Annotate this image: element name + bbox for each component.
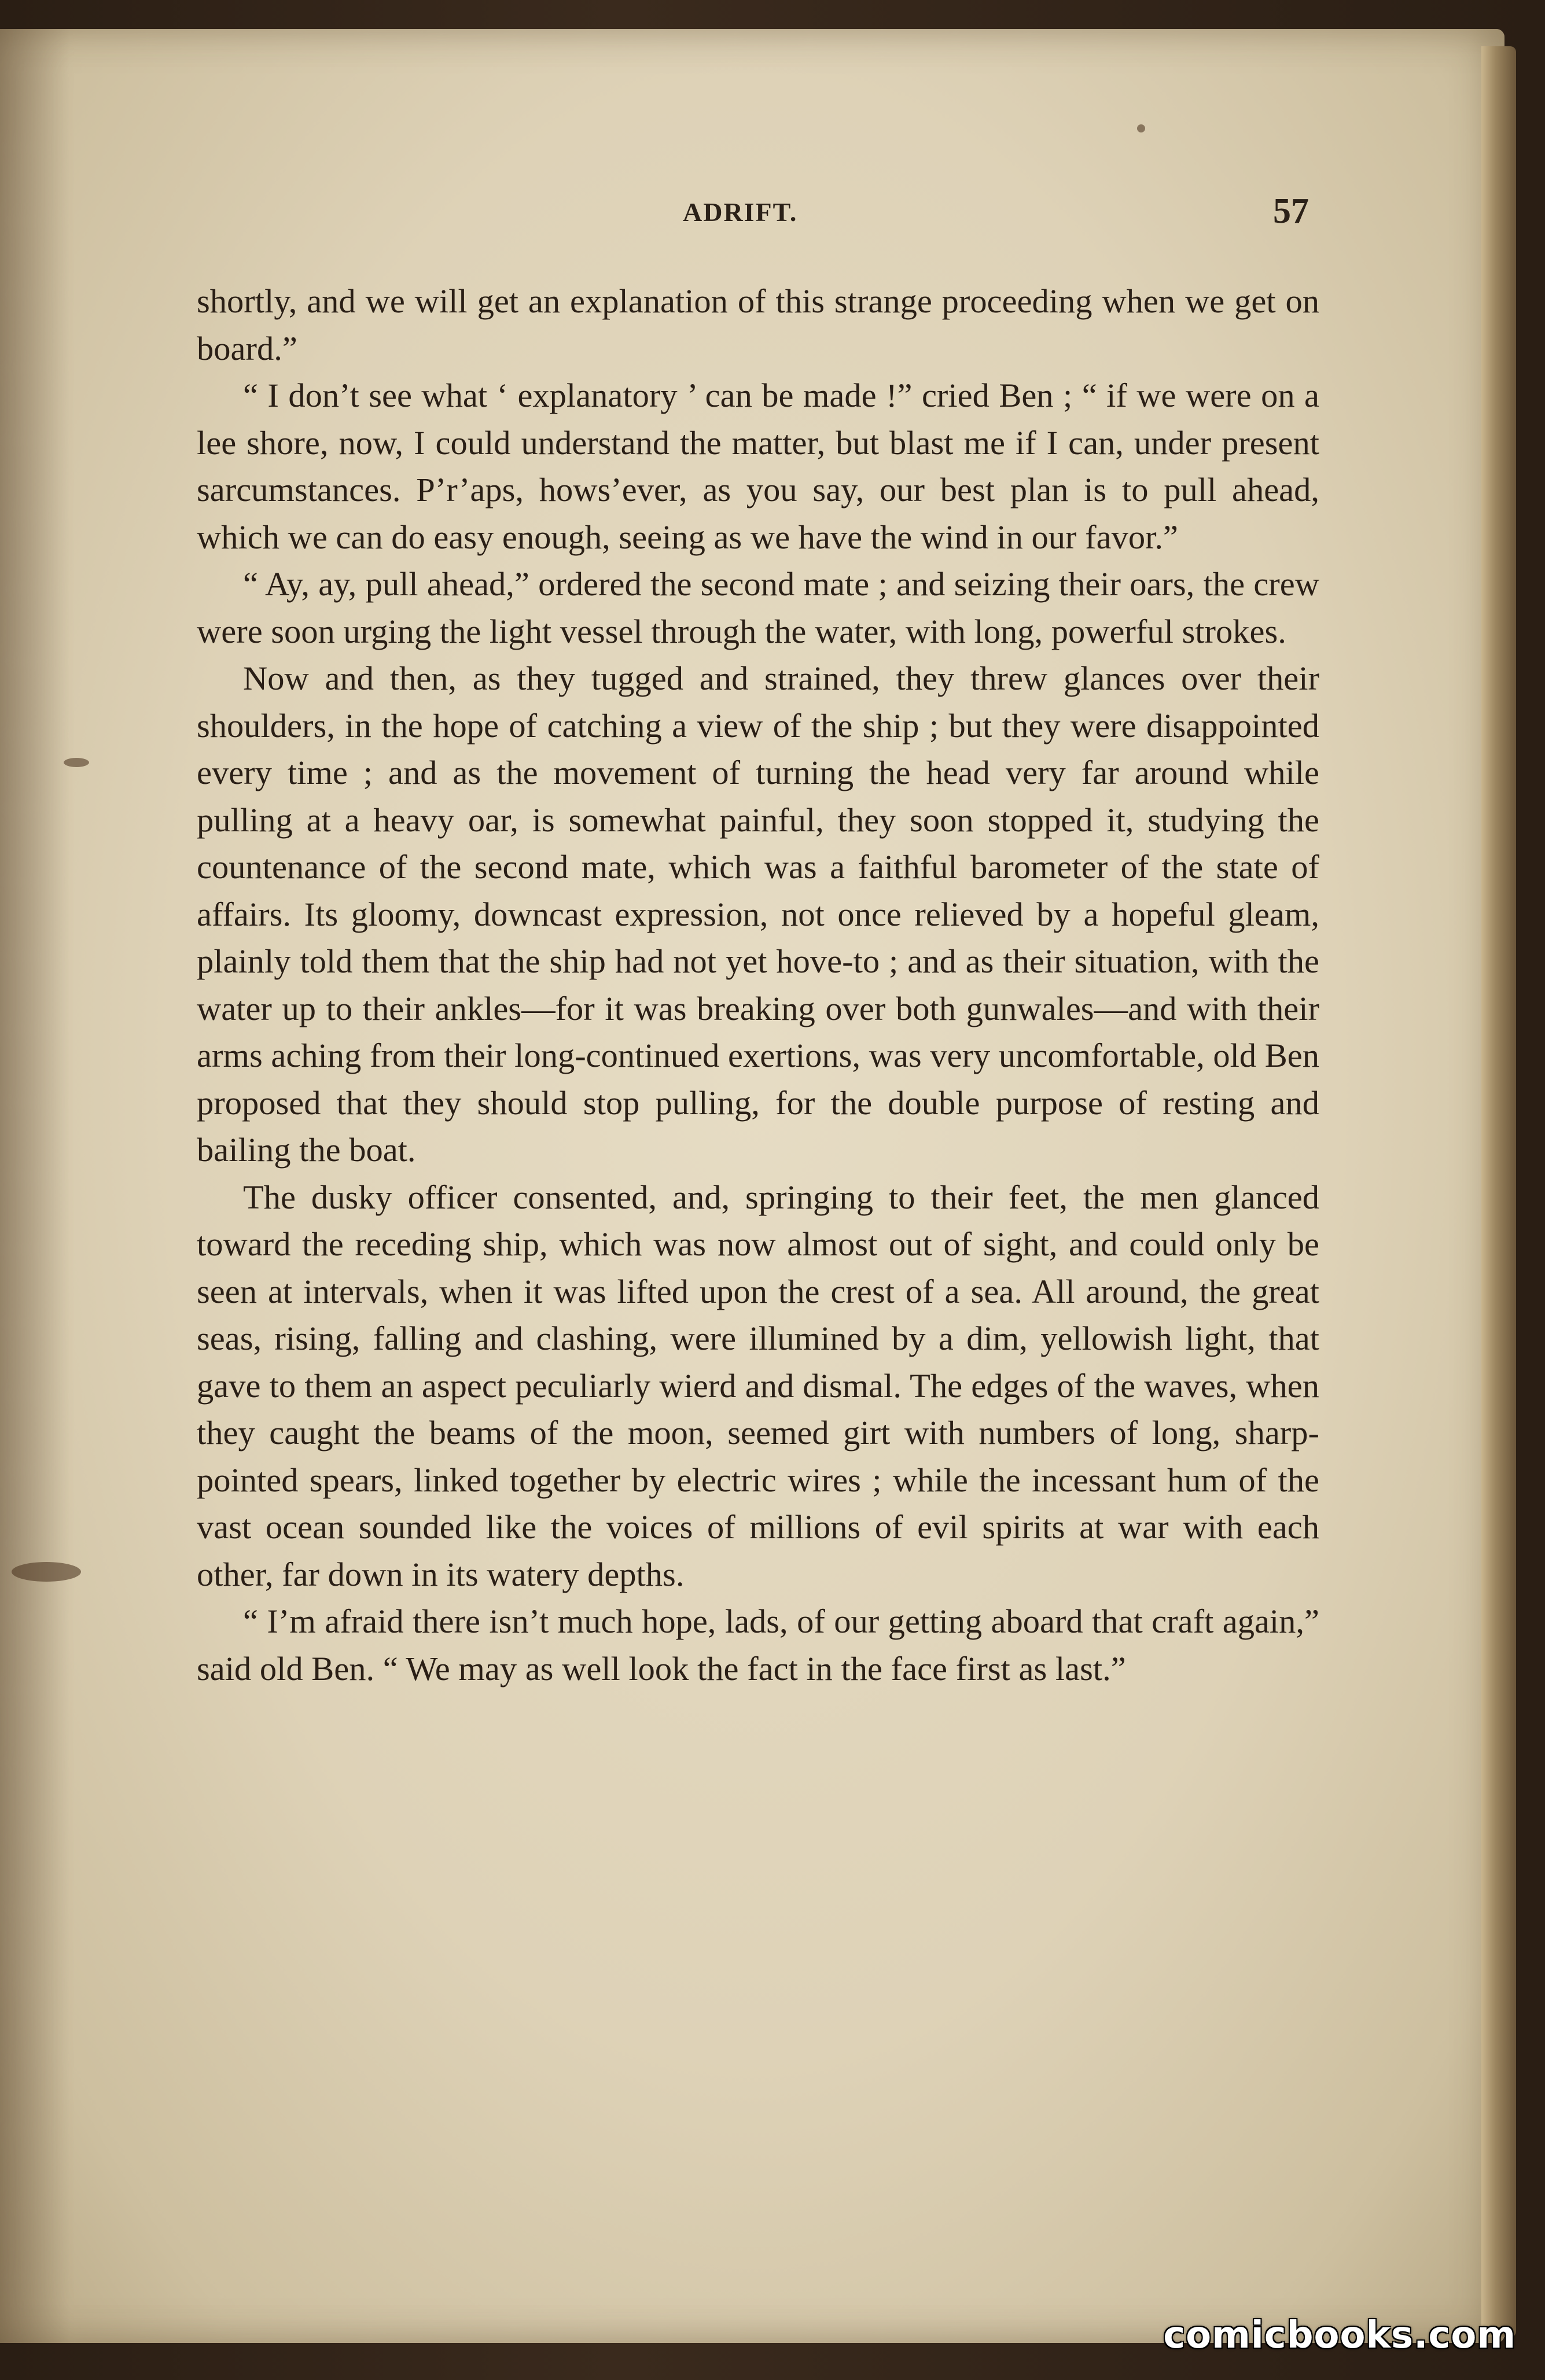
ink-smudge bbox=[64, 758, 89, 767]
paragraph: “ Ay, ay, pull ahead,” ordered the second mate ; and seizing their oars, the crew were soon urging the light vessel through the water, with long, powerful strokes. bbox=[197, 565, 1319, 650]
paragraph: “ I’m afraid there isn’t much hope, lads, of our getting aboard that craft again,” said old Ben. “ We may as well look the fact in the face first as last.” bbox=[197, 1602, 1319, 1688]
site-watermark: comicbooks.com bbox=[1163, 2314, 1516, 2357]
paragraph: The dusky officer consented, and, springing to their feet, the men glanced toward the receding ship, which was now almost out of sight, and could only be seen at intervals, when it was lifted upon the crest of a sea. All around, the great seas, rising, falling and clashing, were illumined by a dim, yellowish light, that gave to them an aspect peculiarly wierd and dismal. The edges of the waves, when they caught the beams of the moon, seemed girt with numbers of long, sharp-pointed spears, linked together by electric wires ; while the incessant hum of the vast ocean sounded like the voices of millions of evil spirits at war with each other, far down in its watery depths. bbox=[197, 1178, 1319, 1593]
ink-smudge bbox=[1137, 124, 1145, 132]
page-number: 57 bbox=[1273, 191, 1309, 231]
running-head bbox=[0, 191, 1504, 237]
paragraph: “ I don’t see what ‘ explanatory ’ can be made !” cried Ben ; “ if we were on a lee shore, now, I could understand the matter, but blast me if I can, under present sarcumstances. P’r’aps, hows’ever, as you say, our best plan is to pull ahead, which we can do easy enough, seeing as we have the wind in our favor.” bbox=[197, 377, 1319, 556]
paragraph: shortly, and we will get an explanation of this strange proceeding when we get on board.” bbox=[197, 282, 1319, 367]
page-edge bbox=[1481, 46, 1516, 2337]
body-text bbox=[197, 278, 1319, 1692]
chapter-title: ADRIFT. bbox=[683, 197, 798, 227]
paragraph: Now and then, as they tugged and strained, they threw glances over their shoulders, in the hope of catching a view of the ship ; but they were disappointed every time ; and as the movement of turning the head very far around while pulling at a heavy oar, is somewhat painful, they soon stopped it, studying the countenance of the second mate, which was a faithful barometer of the state of affairs. Its gloomy, downcast expression, not once relieved by a hopeful gleam, plainly told them that the ship had not yet hove-to ; and as their situation, with the water up to their ankles—for it was breaking over both gunwales—and with their arms aching from their long-continued exertions, was very uncomfortable, old Ben proposed that they should stop pulling, for the double purpose of resting and bailing the boat. bbox=[197, 660, 1319, 1169]
ink-smudge bbox=[12, 1562, 81, 1582]
gutter-shadow bbox=[0, 29, 69, 2343]
